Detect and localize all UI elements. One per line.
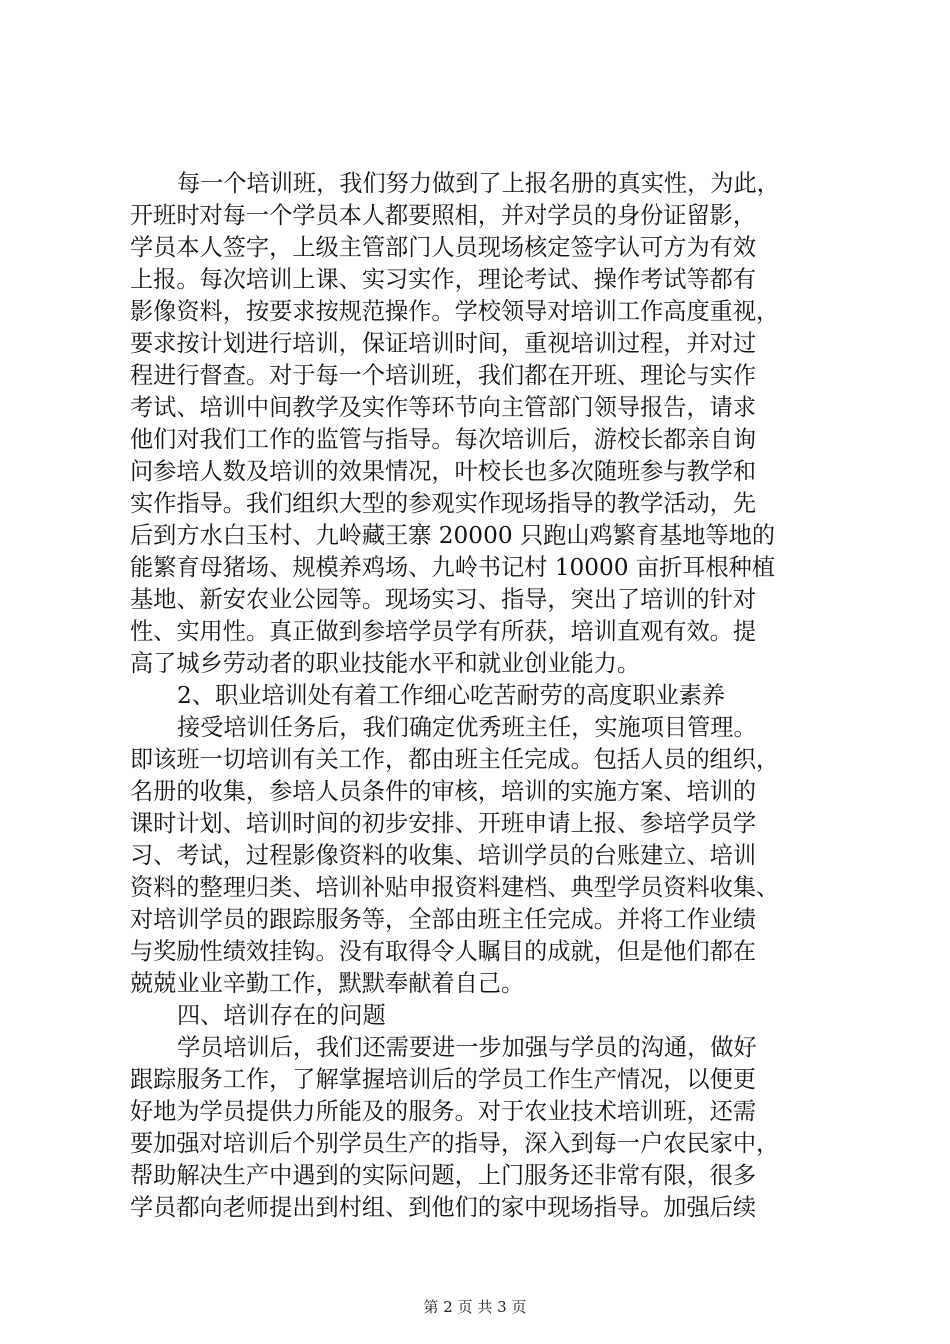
text-line: 能繁育母猪场、规模养鸡场、九岭书记村 10000 亩折耳根种植 <box>130 554 776 581</box>
text-line: 实作指导。我们组织大型的参观实作现场指导的教学活动，先 <box>130 490 757 517</box>
text-line: 兢兢业业辛勤工作，默默奉献着自己。 <box>130 970 525 997</box>
text-line: 学员本人签字，上级主管部门人员现场核定签字认可方为有效 <box>130 234 757 261</box>
text-line: 习、考试，过程影像资料的收集、培训学员的台账建立、培训 <box>130 842 757 869</box>
text-line: 性、实用性。真正做到参培学员学有所获，培训直观有效。提 <box>130 618 757 645</box>
text-line: 学员培训后，我们还需要进一步加强与学员的沟通，做好 <box>177 1034 757 1061</box>
text-line: 学员都向老师提出到村组、到他们的家中现场指导。加强后续 <box>130 1194 757 1221</box>
text-line: 对培训学员的跟踪服务等，全部由班主任完成。并将工作业绩 <box>130 906 757 933</box>
text-line: 每一个培训班，我们努力做到了上报名册的真实性，为此， <box>177 170 780 197</box>
text-line: 跟踪服务工作，了解掌握培训后的学员工作生产情况，以便更 <box>130 1066 757 1093</box>
text-line: 课时计划、培训时间的初步安排、开班申请上报、参培学员学 <box>130 810 757 837</box>
text-line: 考试、培训中间教学及实作等环节向主管部门领导报告，请求 <box>130 394 757 421</box>
text-line: 后到方水白玉村、九岭藏王寨 20000 只跑山鸡繁育基地等地的 <box>130 522 776 549</box>
text-line: 程进行督查。对于每一个培训班，我们都在开班、理论与实作 <box>130 362 757 389</box>
section-heading: 四、培训存在的问题 <box>177 1002 386 1029</box>
text-line: 问参培人数及培训的效果情况，叶校长也多次随班参与教学和 <box>130 458 757 485</box>
text-line: 好地为学员提供力所能及的服务。对于农业技术培训班，还需 <box>130 1098 757 1125</box>
text-line: 影像资料，按要求按规范操作。学校领导对培训工作高度重视， <box>130 298 780 325</box>
text-line: 要求按计划进行培训，保证培训时间，重视培训过程，并对过 <box>130 330 757 357</box>
text-line: 上报。每次培训上课、实习实作，理论考试、操作考试等都有 <box>130 266 757 293</box>
document-body <box>130 168 830 1224</box>
section-heading: 2、职业培训处有着工作细心吃苦耐劳的高度职业素养 <box>177 682 726 709</box>
text-line: 高了城乡劳动者的职业技能水平和就业创业能力。 <box>130 650 641 677</box>
text-line: 开班时对每一个学员本人都要照相，并对学员的身份证留影， <box>130 202 757 229</box>
text-line: 要加强对培训后个别学员生产的指导，深入到每一户农民家中， <box>130 1130 780 1157</box>
text-line: 他们对我们工作的监管与指导。每次培训后，游校长都亲自询 <box>130 426 757 453</box>
text-line: 接受培训任务后，我们确定优秀班主任，实施项目管理。 <box>177 714 757 741</box>
text-line: 帮助解决生产中遇到的实际问题，上门服务还非常有限，很多 <box>130 1162 757 1189</box>
text-line: 名册的收集，参培人员条件的审核，培训的实施方案、培训的 <box>130 778 757 805</box>
page-number-footer: 第 2 页 共 3 页 <box>423 1298 527 1316</box>
text-line: 资料的整理归类、培训补贴申报资料建档、典型学员资料收集、 <box>130 874 780 901</box>
text-line: 基地、新安农业公园等。现场实习、指导，突出了培训的针对 <box>130 586 757 613</box>
text-line: 即该班一切培训有关工作，都由班主任完成。包括人员的组织， <box>130 746 780 773</box>
text-line: 与奖励性绩效挂钩。没有取得令人瞩目的成就，但是他们都在 <box>130 938 757 965</box>
